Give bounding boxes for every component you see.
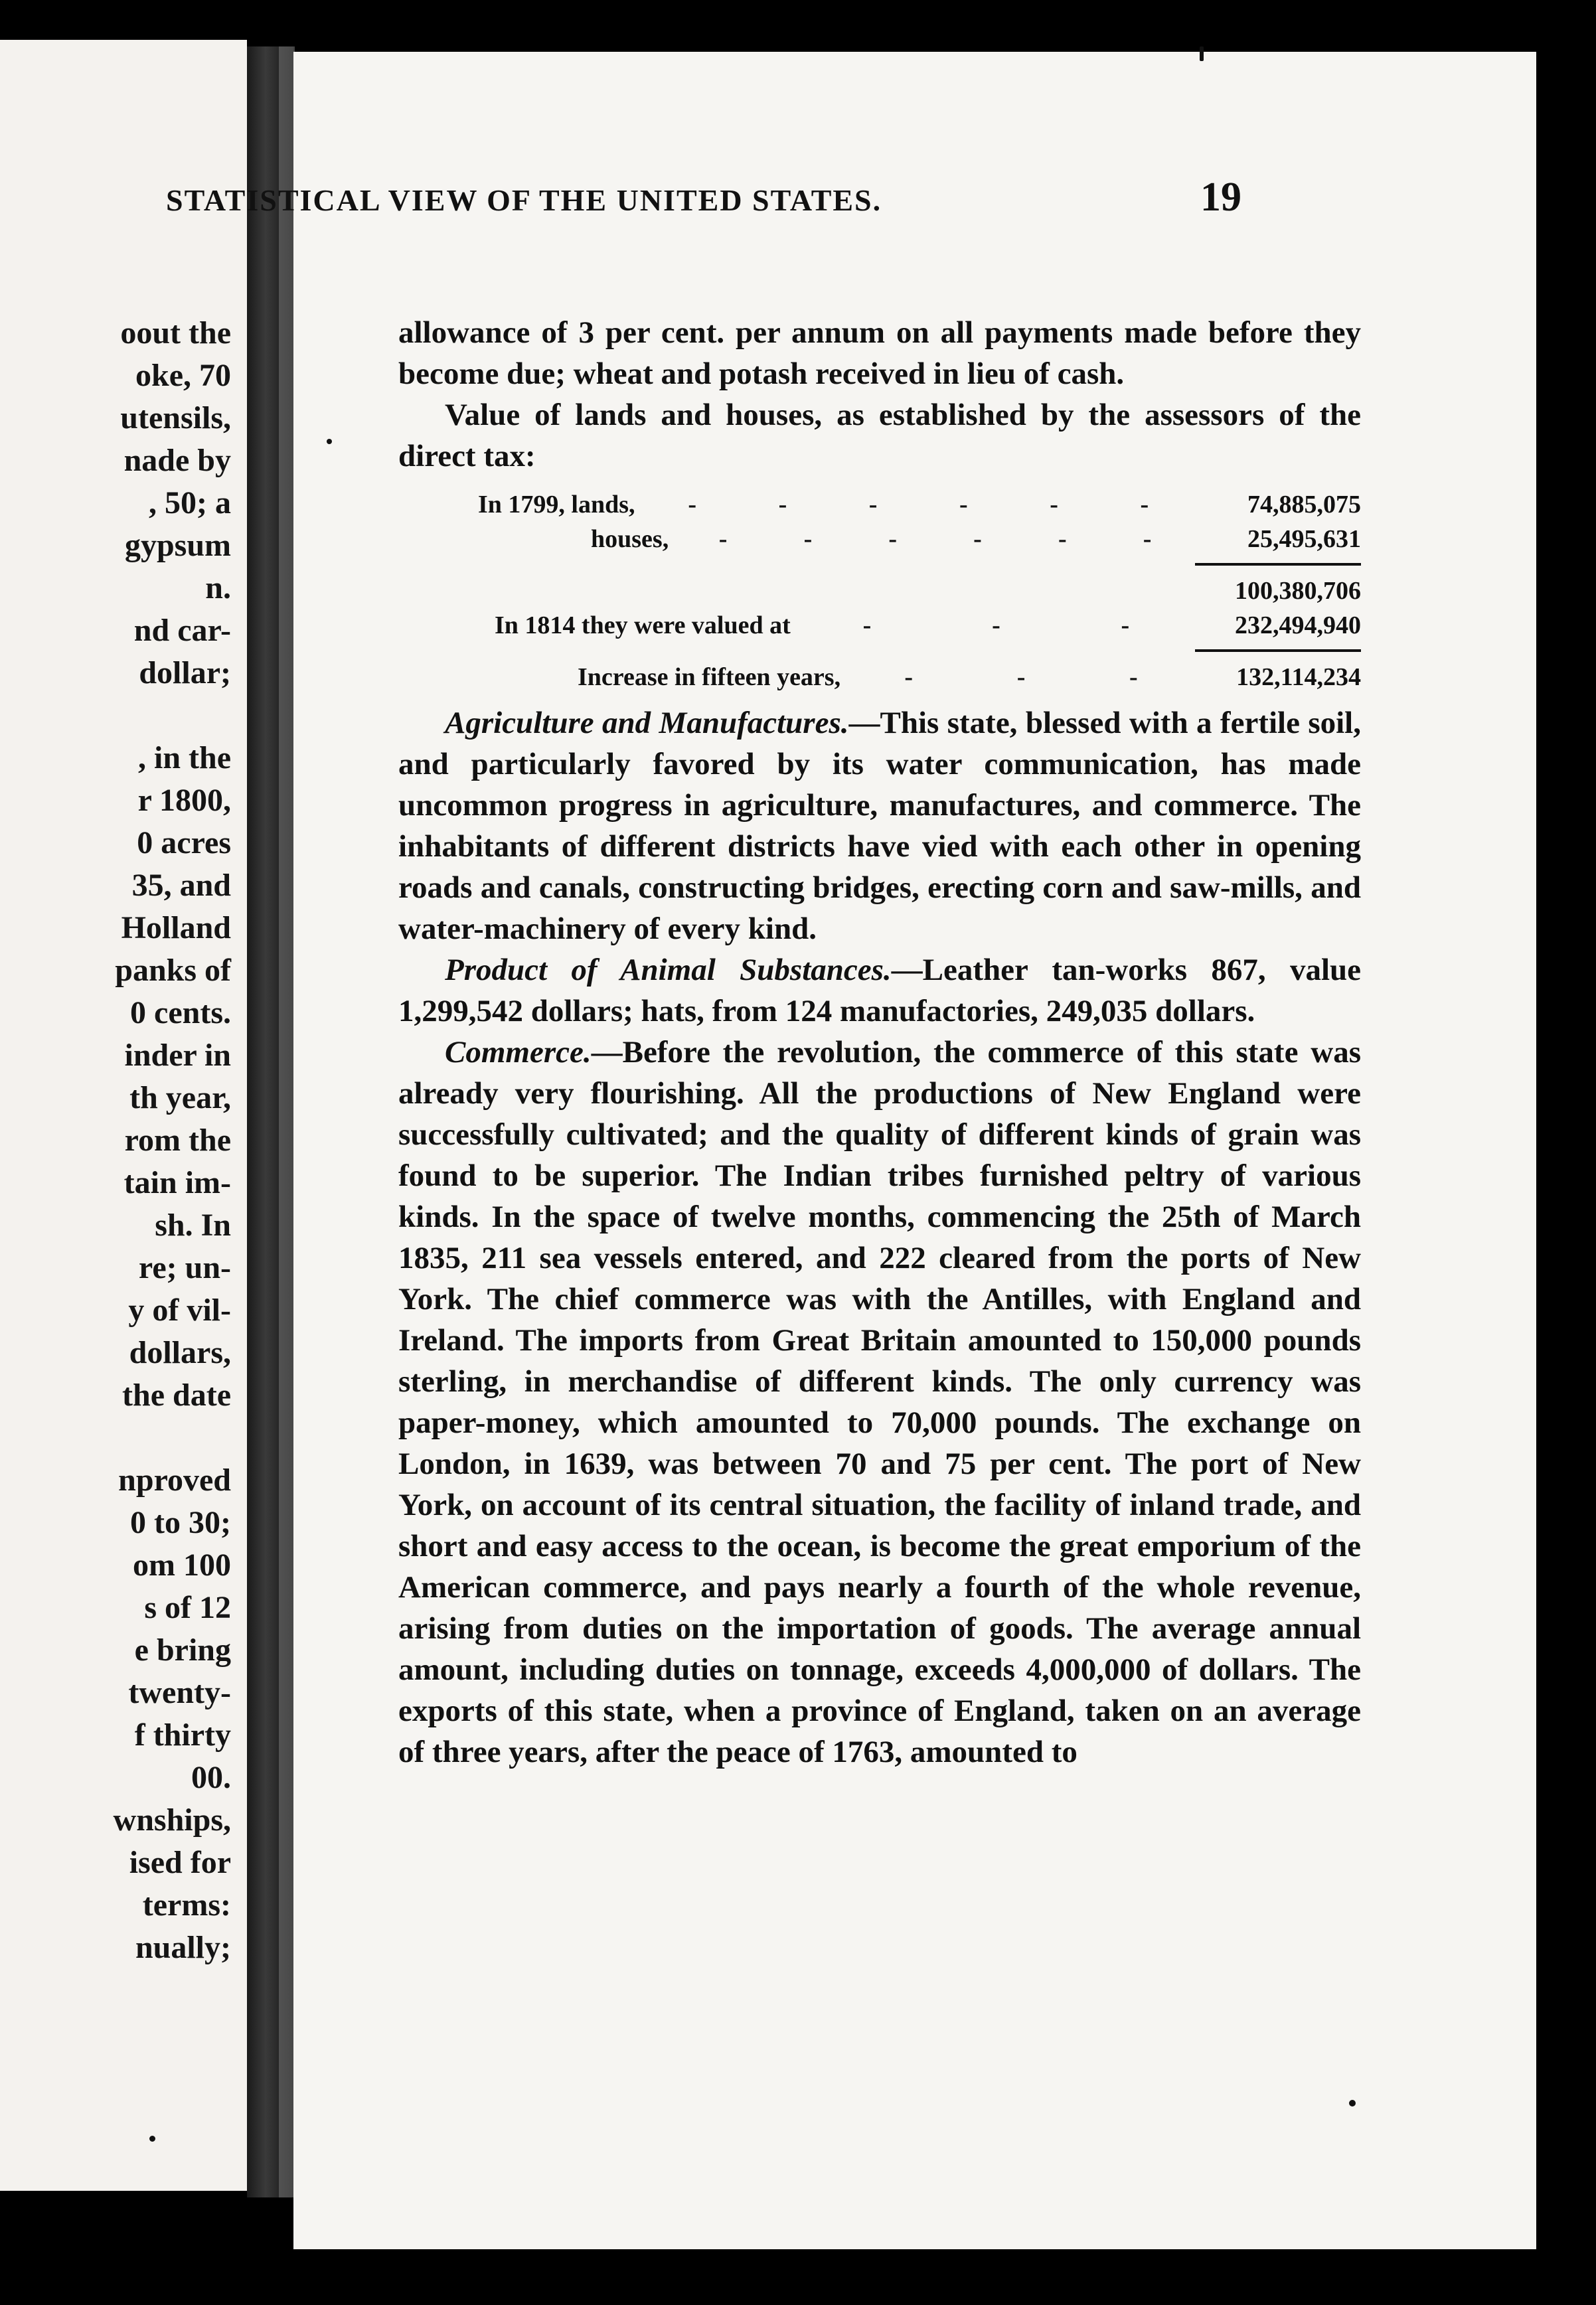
previous-page-line: r 1800,: [137, 783, 231, 818]
previous-page-line: 00.: [191, 1760, 231, 1795]
paragraph-animal-substances: [398, 949, 1361, 1032]
section-text: —Leather tan-works 867, value 1,299,542 dollars; hats, from 124 manufactories, 249,035 dollars.: [398, 953, 1362, 1028]
paragraph-commerce: [398, 1032, 1361, 1773]
row-amount: 25,495,631: [1247, 525, 1361, 553]
leader-dots: - - - - - -: [718, 525, 1152, 553]
value-table: [398, 487, 1361, 694]
row-label: Increase in fifteen years,: [578, 663, 841, 691]
previous-page-line: re; un-: [138, 1250, 231, 1285]
previous-page-line: f thirty: [134, 1717, 231, 1753]
previous-page-line: om 100: [133, 1548, 231, 1583]
page-number: 19: [1200, 175, 1241, 220]
row-label: In 1814 they were valued at: [495, 611, 791, 639]
previous-page-line: the date: [122, 1378, 231, 1413]
ink-spot: [149, 2136, 155, 2142]
previous-page-line: , in the: [137, 740, 231, 775]
previous-page-line: [0, 1417, 231, 1459]
previous-page-line: ised for: [129, 1845, 231, 1880]
previous-page-line: terms:: [142, 1887, 231, 1923]
ink-mark: [1349, 2100, 1356, 2106]
running-title: STATISTICAL VIEW OF THE UNITED STATES.: [166, 183, 882, 217]
previous-page-line: nually;: [135, 1930, 231, 1965]
previous-page-line: 0 cents.: [130, 995, 231, 1030]
table-row: [398, 574, 1361, 608]
leader-dots: - - -: [862, 611, 1130, 639]
previous-page-line: s of 12: [144, 1590, 231, 1625]
section-heading: Commerce.: [445, 1035, 592, 1070]
section-text: —Before the revolution, the commerce of this state was already very flourishing. All the productions of New England were successfully cultivated; and the quality of different kinds of grain was found to be superior. The Indian tribes furnished peltry of various kinds. In the space of twelve months, commencing the 25th of March 1835, 211 sea vessels entered, and 222 cleared from the ports of New York. The chief commerce was with the Antilles, with England and Ireland. The imports from Great Britain amounted to 150,000 pounds sterling, in merchandise of different kinds. The only currency was paper-money, which amounted to 70,000 pounds. The exchange on London, in 1639, was between 70 and 75 per cent. The port of New York, on account of its central situation, the facility of inland trade, and short and easy access to the ocean, is become the great emporium of the American commerce, and pays nearly a fourth of the whole revenue, arising from duties on the importation of goods. The average annual amount, including duties on tonnage, exceeds 4,000,000 of dollars. The exports of this state, when a province of England, taken on an average of three years, after the peace of 1763, amounted to: [398, 1035, 1361, 1769]
previous-page-line: sh. In: [155, 1208, 231, 1243]
previous-page-line: panks of: [115, 953, 231, 988]
previous-page-line: oke, 70: [135, 358, 231, 393]
row-amount: 132,114,234: [1236, 663, 1361, 691]
previous-page-line: y of vil-: [128, 1293, 231, 1328]
previous-page-line: e bring: [134, 1632, 231, 1668]
previous-page-line: inder in: [124, 1038, 231, 1073]
previous-page-line: tain im-: [123, 1165, 231, 1200]
row-amount: 232,494,940: [1235, 611, 1361, 639]
previous-page: [0, 40, 247, 2191]
previous-page-line: utensils,: [120, 400, 231, 436]
row-label: In 1799, lands,: [478, 491, 635, 518]
ink-mark: [327, 439, 332, 444]
ink-mark: [1200, 46, 1204, 61]
previous-page-line: , 50; a: [149, 485, 231, 520]
subtotal-amount: 100,380,706: [1235, 577, 1361, 605]
paragraph: allowance of 3 per cent. per annum on all payments made before they become due; wheat and potash received in lieu of cash.: [398, 315, 1361, 391]
previous-page-line: Holland: [121, 910, 231, 945]
section-text: —This state, blessed with a fertile soil, and particularly favored by its water communication, has made uncommon progress in agriculture, manufactures, and commerce. The inhabitants of different districts have vied with each other in opening roads and canals, constructing bridges, erecting corn and saw-mills, and water-machinery of every kind.: [398, 706, 1361, 946]
previous-page-line: nd car-: [133, 613, 231, 648]
leader-dots: - - - - - -: [688, 491, 1149, 518]
previous-page-line: gypsum: [124, 528, 231, 563]
sum-rule: [1195, 563, 1361, 566]
table-row: [398, 487, 1361, 522]
previous-page-line: nproved: [118, 1463, 231, 1498]
section-heading: Agriculture and Manufactures.: [445, 706, 849, 740]
previous-page-line: dollar;: [139, 655, 231, 690]
table-row: [398, 608, 1361, 643]
previous-page-line: 35, and: [131, 868, 231, 903]
paragraph-agriculture: [398, 702, 1361, 949]
page-header: [166, 174, 1241, 221]
gutter-edge: [279, 46, 295, 2197]
previous-page-line: [0, 694, 231, 737]
previous-page-line: 0 to 30;: [130, 1505, 231, 1540]
previous-page-line: nade by: [123, 443, 231, 478]
previous-page-text: [0, 312, 231, 1969]
previous-page-line: n.: [205, 570, 231, 605]
page-body: [398, 312, 1361, 1773]
paragraph: Value of lands and houses, as established by the assessors of the direct tax:: [398, 398, 1361, 473]
table-row: [398, 522, 1361, 556]
leader-dots: - - -: [904, 663, 1138, 691]
previous-page-line: twenty-: [128, 1675, 231, 1710]
sum-rule: [1195, 649, 1361, 652]
previous-page-line: wnships,: [113, 1802, 231, 1838]
previous-page-line: dollars,: [129, 1335, 231, 1370]
previous-page-line: oout the: [120, 315, 231, 351]
previous-page-line: th year,: [129, 1080, 231, 1115]
section-heading: Product of Animal Substances.: [445, 953, 892, 987]
table-row: [398, 660, 1361, 694]
row-label: houses,: [591, 525, 669, 553]
previous-page-line: rom the: [124, 1123, 231, 1158]
previous-page-line: 0 acres: [137, 825, 231, 860]
row-amount: 74,885,075: [1247, 491, 1361, 518]
